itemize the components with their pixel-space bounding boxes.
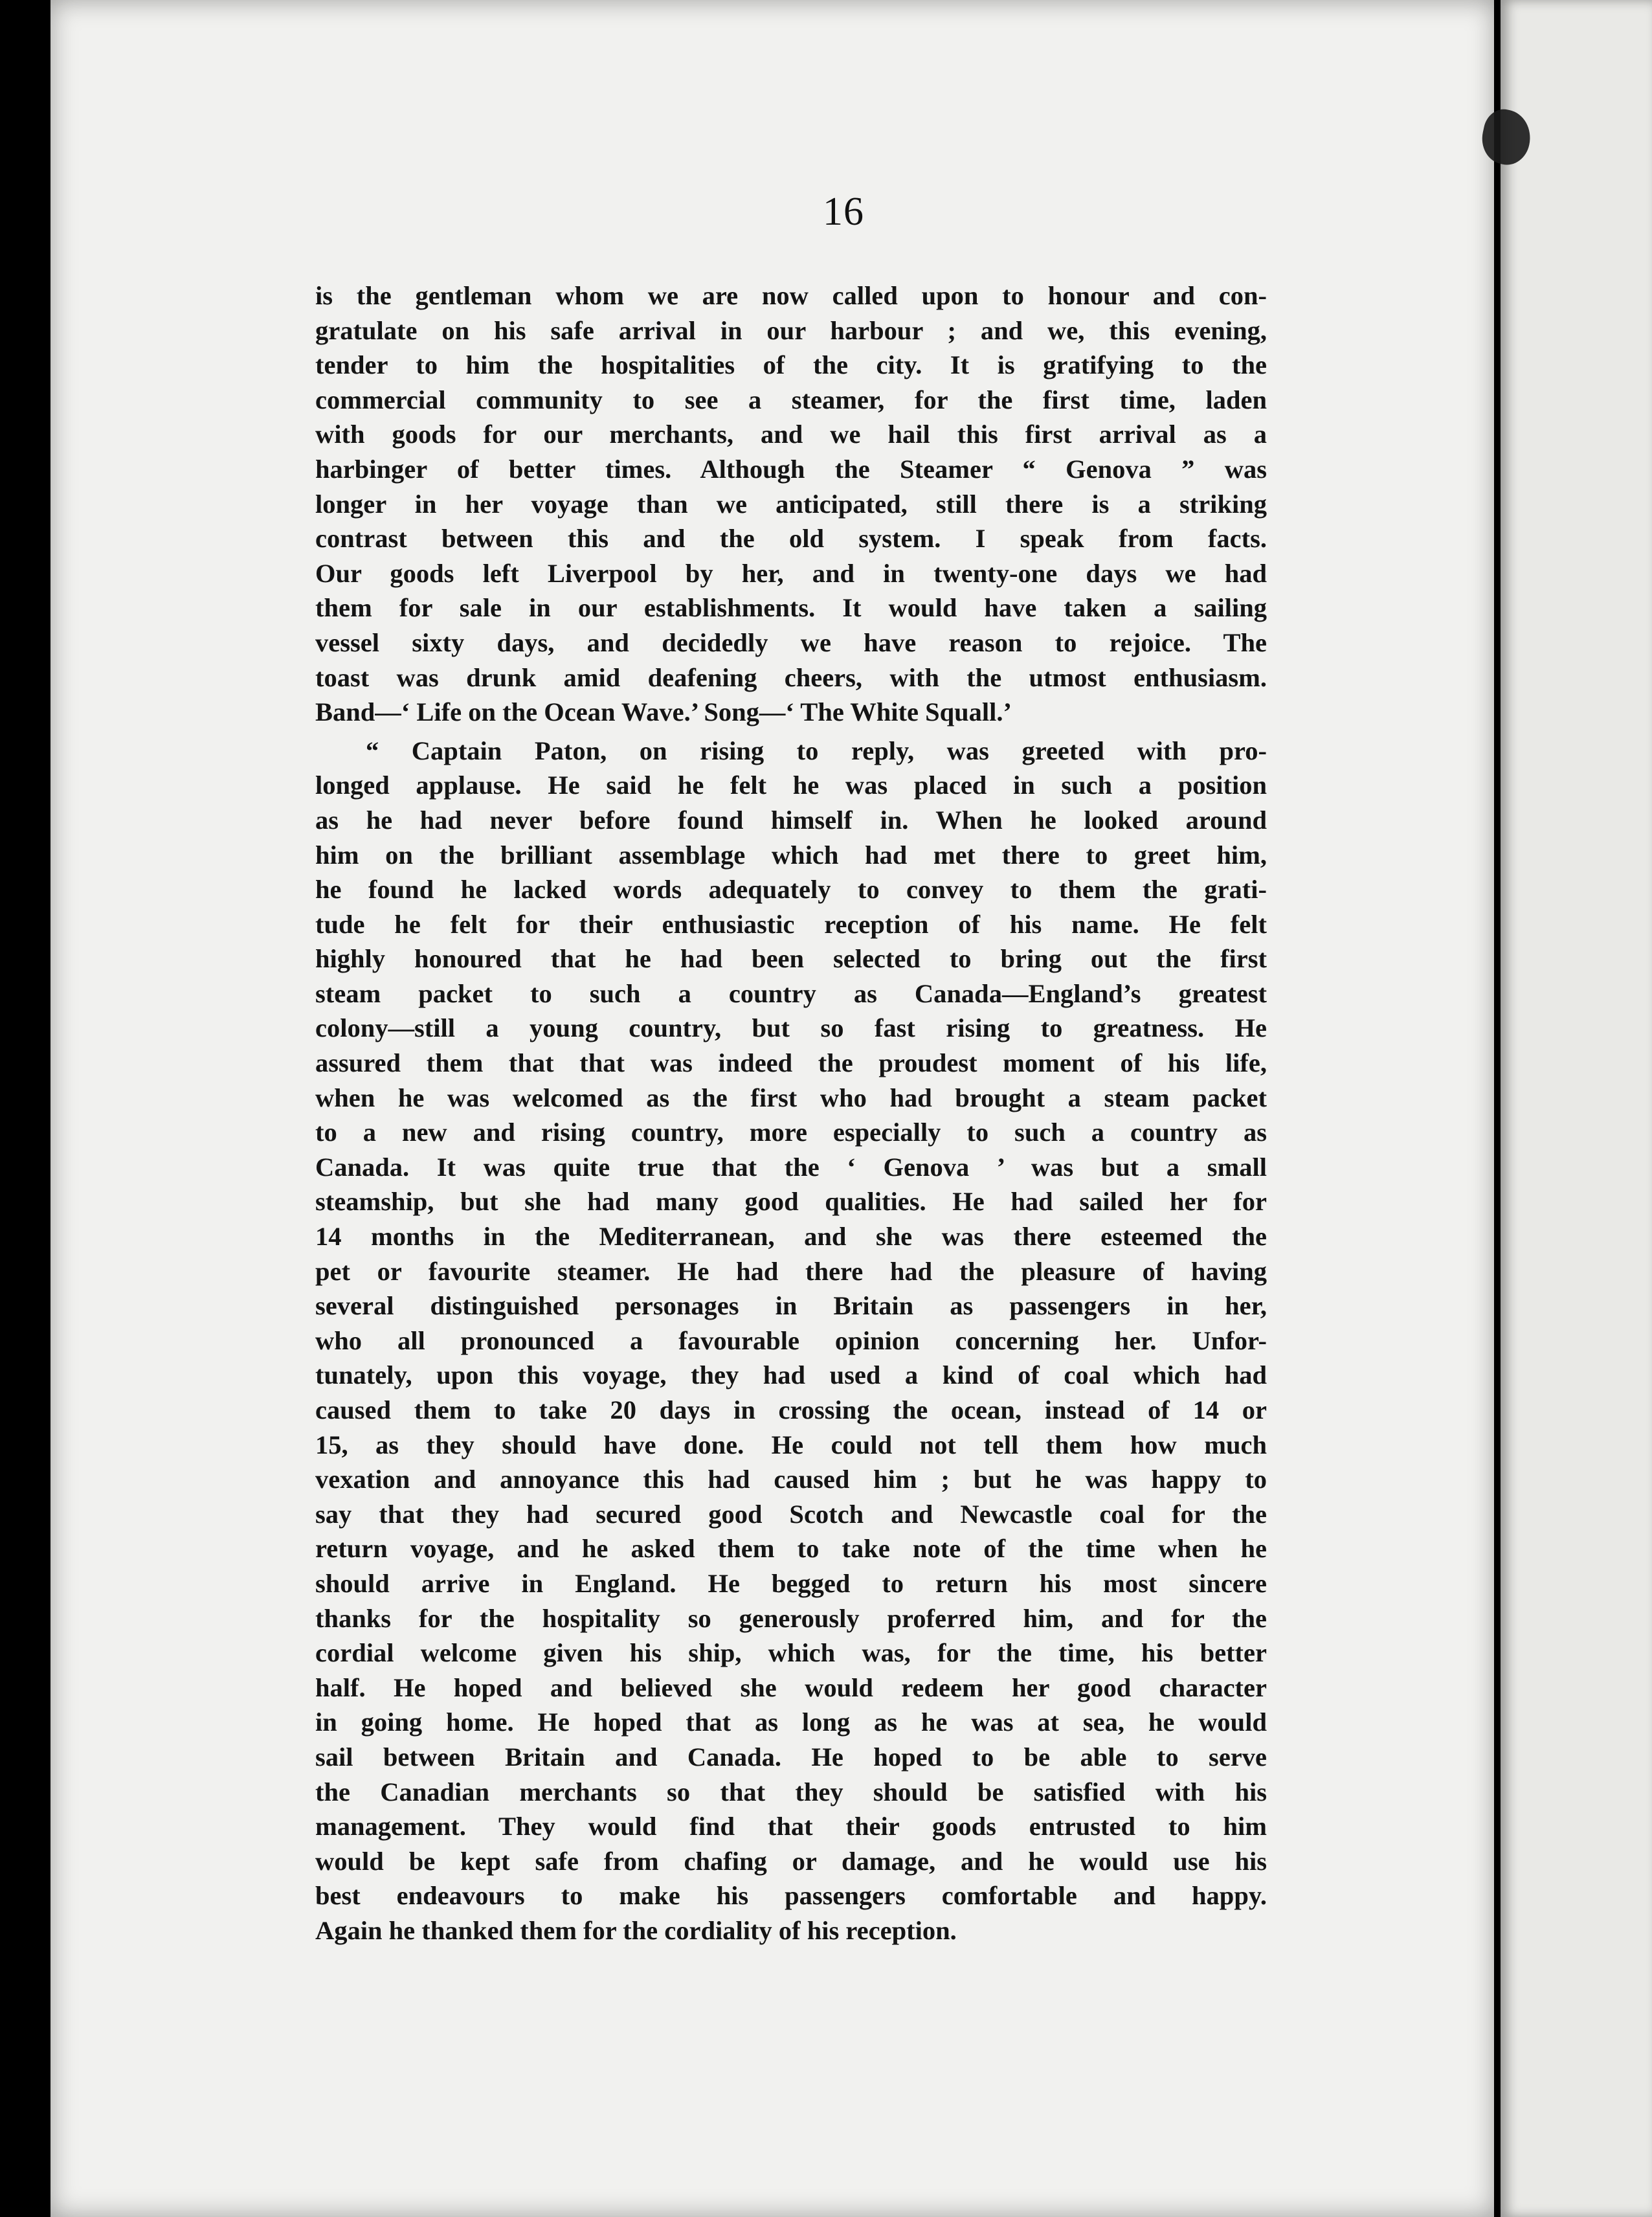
- text-line: say that they had secured good Scotch and Newcastle coal for the: [315, 1499, 1267, 1529]
- text-line: as he had never before found himself in. When he looked around: [315, 805, 1267, 835]
- text-line: who all pronounced a favourable opinion concerning her. Unfor-: [315, 1325, 1267, 1355]
- text-line: vexation and annoyance this had caused him ; but he was happy to: [315, 1465, 1267, 1494]
- text-line: he found he lacked words adequately to convey to them the grati-: [315, 875, 1267, 905]
- text-line: with goods for our merchants, and we hail this first arrival as a: [315, 420, 1267, 449]
- text-line: toast was drunk amid deafening cheers, with the utmost enthusiasm.: [315, 662, 1267, 692]
- text-line: commercial community to see a steamer, for the first time, laden: [315, 385, 1267, 414]
- text-line: best endeavours to make his passengers comfortable and happy.: [315, 1881, 1267, 1911]
- text-line: colony—still a young country, but so fast rising to greatness. He: [315, 1013, 1267, 1043]
- text-line: vessel sixty days, and decidedly we have reason to rejoice. The: [315, 627, 1267, 657]
- page-number: 16: [823, 190, 864, 234]
- text-line: contrast between this and the old system. I speak from facts.: [315, 524, 1267, 554]
- text-line: sail between Britain and Canada. He hoped to be able to serve: [315, 1742, 1267, 1772]
- text-line: tude he felt for their enthusiastic reception of his name. He felt: [315, 909, 1267, 939]
- text-line: Canada. It was quite true that the ‘ Genova ’ was but a small: [315, 1152, 1267, 1182]
- text-line: longed applause. He said he felt he was placed in such a position: [315, 771, 1267, 800]
- text-line: assured them that that was indeed the proudest moment of his life,: [315, 1048, 1267, 1078]
- adjacent-page-edge: [1501, 0, 1652, 2217]
- text-line: the Canadian merchants so that they should be satisfied with his: [315, 1777, 1267, 1806]
- text-line: steamship, but she had many good qualities. He had sailed her for: [315, 1187, 1267, 1217]
- text-line: longer in her voyage than we anticipated, still there is a striking: [315, 489, 1267, 519]
- text-line: gratulate on his safe arrival in our harbour ; and we, this evening,: [315, 315, 1267, 345]
- page-gutter-shadow: [1494, 0, 1501, 2217]
- text-line: in going home. He hoped that as long as he was at sea, he would: [315, 1707, 1267, 1737]
- text-line: Band—‘ Life on the Ocean Wave.’ Song—‘ The White Squall.’: [315, 697, 1012, 727]
- text-line: tender to him the hospitalities of the city. It is gratifying to the: [315, 350, 1267, 380]
- text-line: them for sale in our establishments. It would have taken a sailing: [315, 593, 1267, 623]
- text-line: highly honoured that he had been selected to bring out the first: [315, 944, 1267, 974]
- text-line: half. He hoped and believed she would redeem her good character: [315, 1672, 1267, 1702]
- text-line: 15, as they should have done. He could not tell them how much: [315, 1430, 1267, 1459]
- text-line: 14 months in the Mediterranean, and she was there esteemed the: [315, 1222, 1267, 1252]
- body-text: [315, 278, 1267, 1948]
- text-line: when he was welcomed as the first who had brought a steam packet: [315, 1083, 1267, 1112]
- text-line: management. They would find that their goods entrusted to him: [315, 1812, 1267, 1841]
- text-line: steam packet to such a country as Canada—England’s greatest: [315, 978, 1267, 1008]
- text-line: would be kept safe from chafing or damage, and he would use his: [315, 1846, 1267, 1876]
- text-line: several distinguished personages in Britain as passengers in her,: [315, 1291, 1267, 1321]
- text-line: Again he thanked them for the cordiality of his reception.: [315, 1915, 957, 1945]
- text-line: pet or favourite steamer. He had there had the pleasure of having: [315, 1256, 1267, 1286]
- paragraph: [315, 734, 1267, 1948]
- text-line: return voyage, and he asked them to take note of the time when he: [315, 1534, 1267, 1564]
- text-line: should arrive in England. He begged to return his most sincere: [315, 1568, 1267, 1598]
- text-line: tunately, upon this voyage, they had used a kind of coal which had: [315, 1360, 1267, 1390]
- text-line: is the gentleman whom we are now called upon to honour and con-: [315, 281, 1267, 310]
- text-line: Our goods left Liverpool by her, and in twenty-one days we had: [315, 558, 1267, 588]
- text-line: him on the brilliant assemblage which had met there to greet him,: [315, 840, 1267, 870]
- paragraph: [315, 278, 1267, 730]
- text-line: “ Captain Paton, on rising to reply, was greeted with pro-: [366, 736, 1267, 765]
- text-line: cordial welcome given his ship, which was, for the time, his better: [315, 1638, 1267, 1668]
- text-line: harbinger of better times. Although the Steamer “ Genova ” was: [315, 454, 1267, 484]
- text-line: to a new and rising country, more especially to such a country as: [315, 1118, 1267, 1147]
- text-line: caused them to take 20 days in crossing the ocean, instead of 14 or: [315, 1395, 1267, 1424]
- text-line: thanks for the hospitality so generously proferred him, and for the: [315, 1603, 1267, 1633]
